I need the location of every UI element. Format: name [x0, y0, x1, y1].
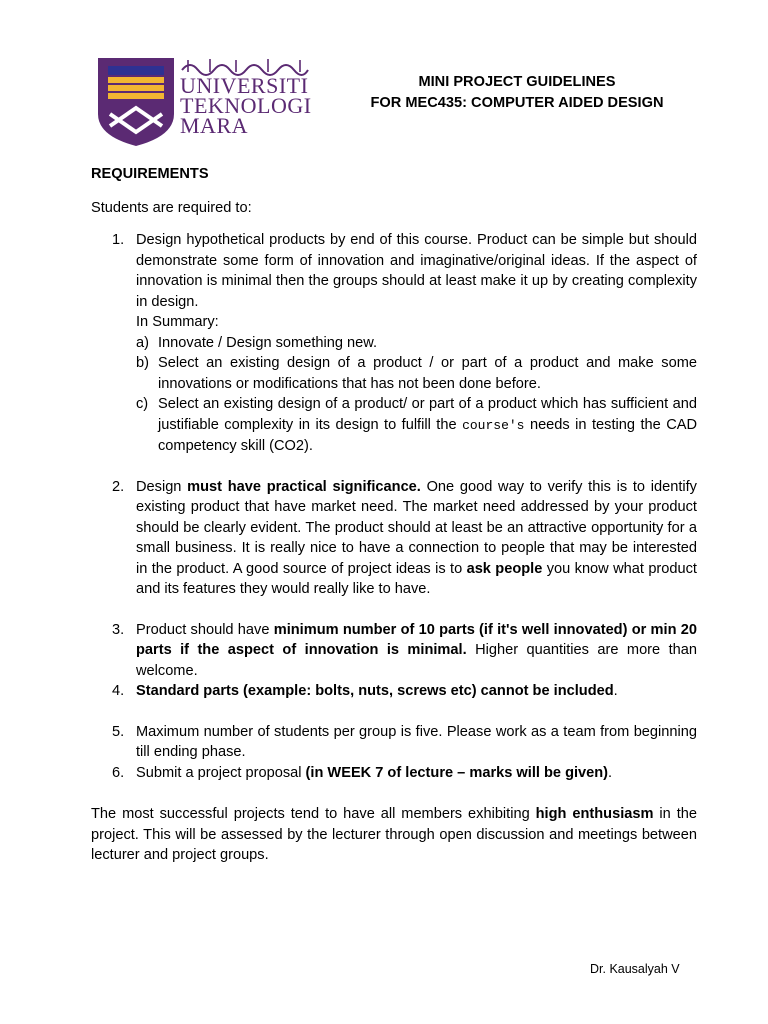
item-letter: a)	[136, 334, 149, 351]
item-number: 1.	[112, 232, 125, 248]
item-text: Maximum number of students per group is five. Please work as a team from beginning till ending phase.	[136, 723, 697, 760]
list-item-1	[91, 230, 697, 457]
title-line-2: FOR MEC435: COMPUTER AIDED DESIGN	[370, 95, 664, 111]
author-signature: Dr. Kausalyah V	[590, 962, 680, 976]
summary-item-b	[136, 353, 697, 394]
uitm-crest-icon	[96, 56, 176, 148]
list-item-5	[91, 722, 697, 763]
item-text: Select an existing design of a product / or part of a product and make some innovations or modifications that has not been done before.	[158, 355, 697, 392]
item-text: One good way to verify this is to identify existing product that have market need. The market need addressed by your product should be clearly evident. The product should at least be an attractive opportunity for a small business. It is really nice to have a connection to people that may be interested in the product. A good source of project ideas is to	[136, 478, 697, 577]
summary-item-c	[136, 394, 697, 457]
item-text: .	[613, 683, 618, 699]
requirements-heading: REQUIREMENTS	[91, 166, 209, 182]
title-line-1: MINI PROJECT GUIDELINES	[418, 74, 616, 90]
item-bold-text: minimum number of 10 parts (if it's well innovated) or min 20 parts if the aspect of innovation is minimal.	[136, 621, 697, 658]
list-item-3	[91, 620, 697, 682]
item-bold-text: ask people	[466, 560, 543, 577]
item-text: Submit a project proposal	[136, 764, 302, 781]
item-number: 6.	[112, 764, 125, 781]
item-text: needs in testing the CAD competency skill (CO2).	[158, 416, 698, 454]
closing-paragraph	[91, 804, 697, 866]
item-text: Higher quantities are more than welcome.	[136, 642, 697, 679]
logo-line: UNIVERSITI	[180, 73, 309, 98]
item-text: Design	[136, 478, 182, 495]
item-number: 3.	[112, 621, 125, 638]
closing-text: in the project. This will be assessed by the lecturer through open discussion and meetings between lecturer and project groups.	[91, 806, 698, 863]
list-item-2	[91, 477, 697, 600]
summary-list	[136, 333, 697, 457]
university-name	[180, 73, 312, 138]
item-text: you know what product and its features they would really like to have.	[136, 560, 697, 597]
item-text-mono: course's	[462, 417, 525, 433]
item-text: Select an existing design of a product/ or part of a product which has sufficient and justifiable complexity in its design to fulfill the	[158, 396, 697, 433]
item-letter: c)	[136, 396, 149, 412]
closing-bold-text: high enthusiasm	[535, 806, 654, 822]
requirements-list	[91, 230, 697, 783]
list-item-4	[91, 681, 697, 702]
list-item-6	[91, 763, 697, 784]
item-number: 2.	[112, 478, 125, 495]
closing-text: The most successful projects tend to have all members exhibiting	[91, 806, 530, 822]
document-title	[352, 72, 682, 114]
item-number: 5.	[112, 723, 125, 740]
item-text: Product should have	[136, 621, 270, 638]
logo-line: TEKNOLOGI	[180, 93, 312, 118]
item-letter: b)	[136, 355, 149, 371]
item-bold-text: must have practical significance.	[187, 478, 421, 495]
item-bold-text: Standard parts (example: bolts, nuts, screws etc) cannot be included	[136, 683, 614, 699]
uitm-logo	[96, 56, 316, 148]
intro-text: Students are required to:	[91, 200, 252, 216]
item-bold-text: (in WEEK 7 of lecture – marks will be given)	[305, 764, 609, 781]
item-text: .	[608, 764, 613, 781]
summary-label: In Summary:	[136, 314, 219, 330]
logo-line: MARA	[180, 113, 249, 138]
item-text: Innovate / Design something new.	[158, 334, 378, 351]
item-number: 4.	[112, 683, 125, 699]
summary-item-a	[136, 333, 697, 354]
item-text: Design hypothetical products by end of this course. Product can be simple but should demonstrate some form of innovation and imaginative/original ideas. If the aspect of innovation is minimal then the groups should at least make it up by creating complexity in design.	[136, 232, 697, 310]
